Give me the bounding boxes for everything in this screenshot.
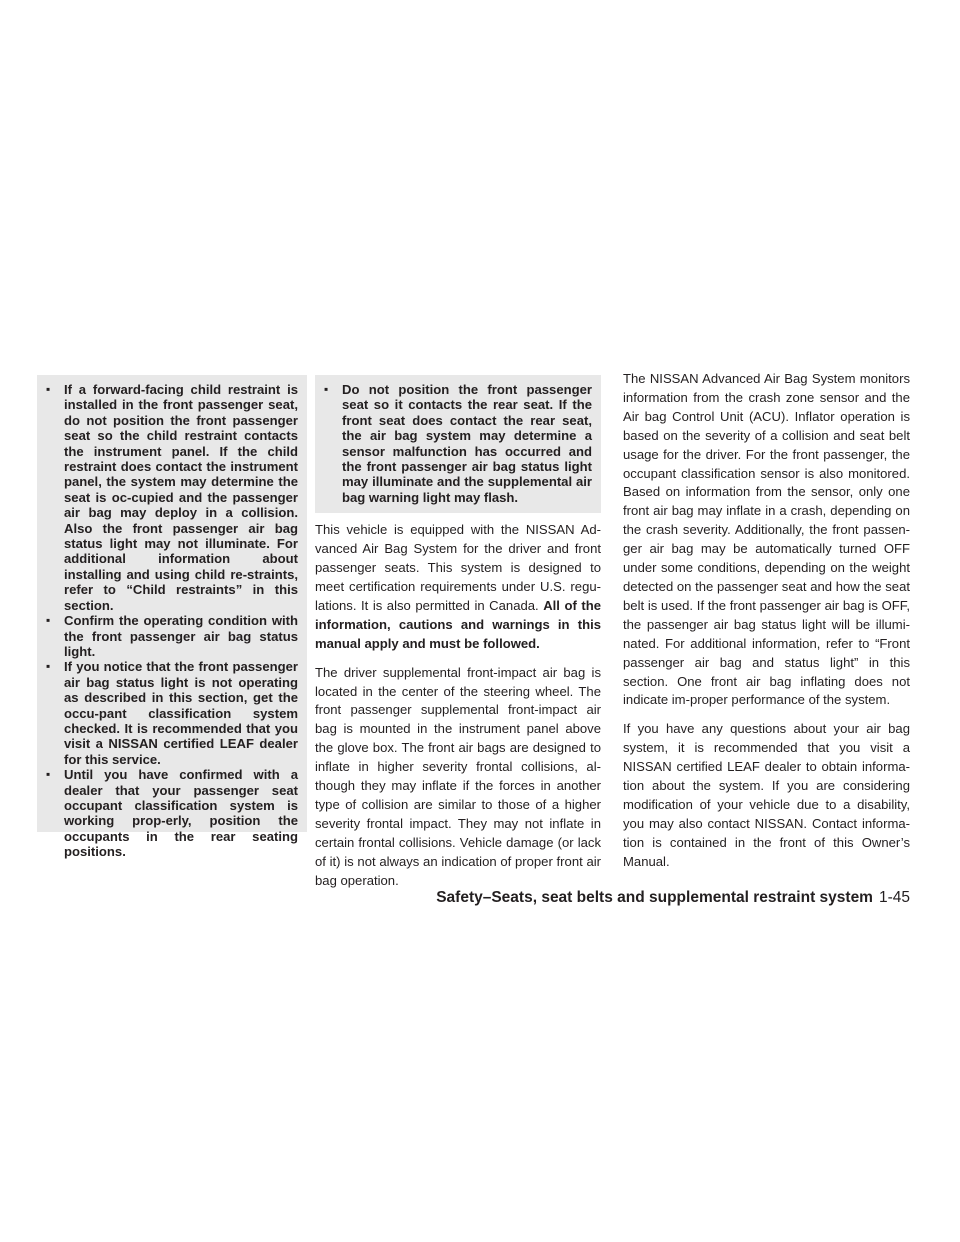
warning-list [324,382,592,505]
warning-list [46,382,298,860]
column-right [623,371,910,882]
warning-item: ▪ Confirm the operating condition with the front passenger air bag status light. [46,613,298,659]
body-paragraph: If you have any questions about your air bag system, it is recommended that you visit a NISSAN certified LEAF dealer to obtain informa-tion about the system. If you are considering modification of your vehicle due to a disability, you may also contact NISSAN. Contact informa-tion is contained in the front of this Owner’s Manual. [623,721,910,869]
paragraph-text: This vehicle is equipped with the NISSAN Ad-vanced Air Bag System for the driver and front passenger seats. This system is designed to meet certification requirements under U.S. regu-lations. It is also permitted in Canada. [315,522,601,613]
warning-item: ▪ Do not position the front passenger seat so it contacts the rear seat. If the front seat does contact the rear seat, the air bag system may determine a sensor malfunction has occurred and the front passenger air bag status light may illuminate and the supplemental air bag warning light may flash. [324,382,592,505]
body-paragraph: The driver supplemental front-impact air bag is located in the center of the steering wheel. The front passenger supplemental front-impact air bag is mounted in the instrument panel above the glove box. The front air bags are designed to inflate in higher severity frontal collisions, al-though they may inflate if the forces in another type of collision are similar to those of a higher severity frontal impact. They may not inflate in certain frontal collisions. Vehicle damage (or lack of it) is not always an indication of proper front air bag operation. [315,664,601,888]
emphasis-text: All of the information, cautions and warnings in this manual apply and must be followed. [315,597,601,651]
footer-section-title: Safety–Seats, seat belts and supplemental restraint system [436,889,873,906]
warning-item: ▪ If a forward-facing child restraint is installed in the front passenger seat, do not position the front passenger seat so the child restraint contacts the instrument panel. If the child restraint does contact the instrument panel, the system may determine the seat is oc-cupied and the passenger air bag may deploy in a collision. Also the front passenger air bag status light may not illuminate. For additional information about installing and using child re-straints, refer to “Child restraints” in this section. [46,382,298,613]
warning-item: ▪ Until you have confirmed with a dealer that your passenger seat occupant classification system is working prop-erly, position the occupants in the rear seating positions. [46,767,298,859]
body-paragraph: The NISSAN Advanced Air Bag System monitors information from the crash zone sensor and the Air bag Control Unit (ACU). Inflator operation is based on the severity of a collision and seat belt usage for the driver. For the front passenger, the occupant classification sensor is also monitored. Based on information from the sensor, only one front air bag may inflate in a crash, depending on the crash severity. Additionally, the front passen-ger air bag may be automatically turned OFF under some conditions, depending on the weight detected on the passenger seat and how the seat belt is used. If the front passenger air bag is OFF, the passenger air bag status light will be illumi-nated. For additional information, refer to “Front passenger air bag and status light” in this section. One front air bag inflating does not indicate im-proper performance of the system. [623,371,910,708]
body-paragraph [315,521,601,653]
warning-box [37,375,307,860]
page-number: 1-45 [878,889,910,906]
warning-item: ▪ If you notice that the front passenger air bag status light is not operating as described in this section, get the occu-pant classification system checked. It is recommended that you visit a NISSAN certified LEAF dealer for this service. [46,659,298,767]
column-middle [315,375,601,900]
column-left [37,375,307,860]
page-footer [430,889,910,907]
warning-box [315,375,601,513]
